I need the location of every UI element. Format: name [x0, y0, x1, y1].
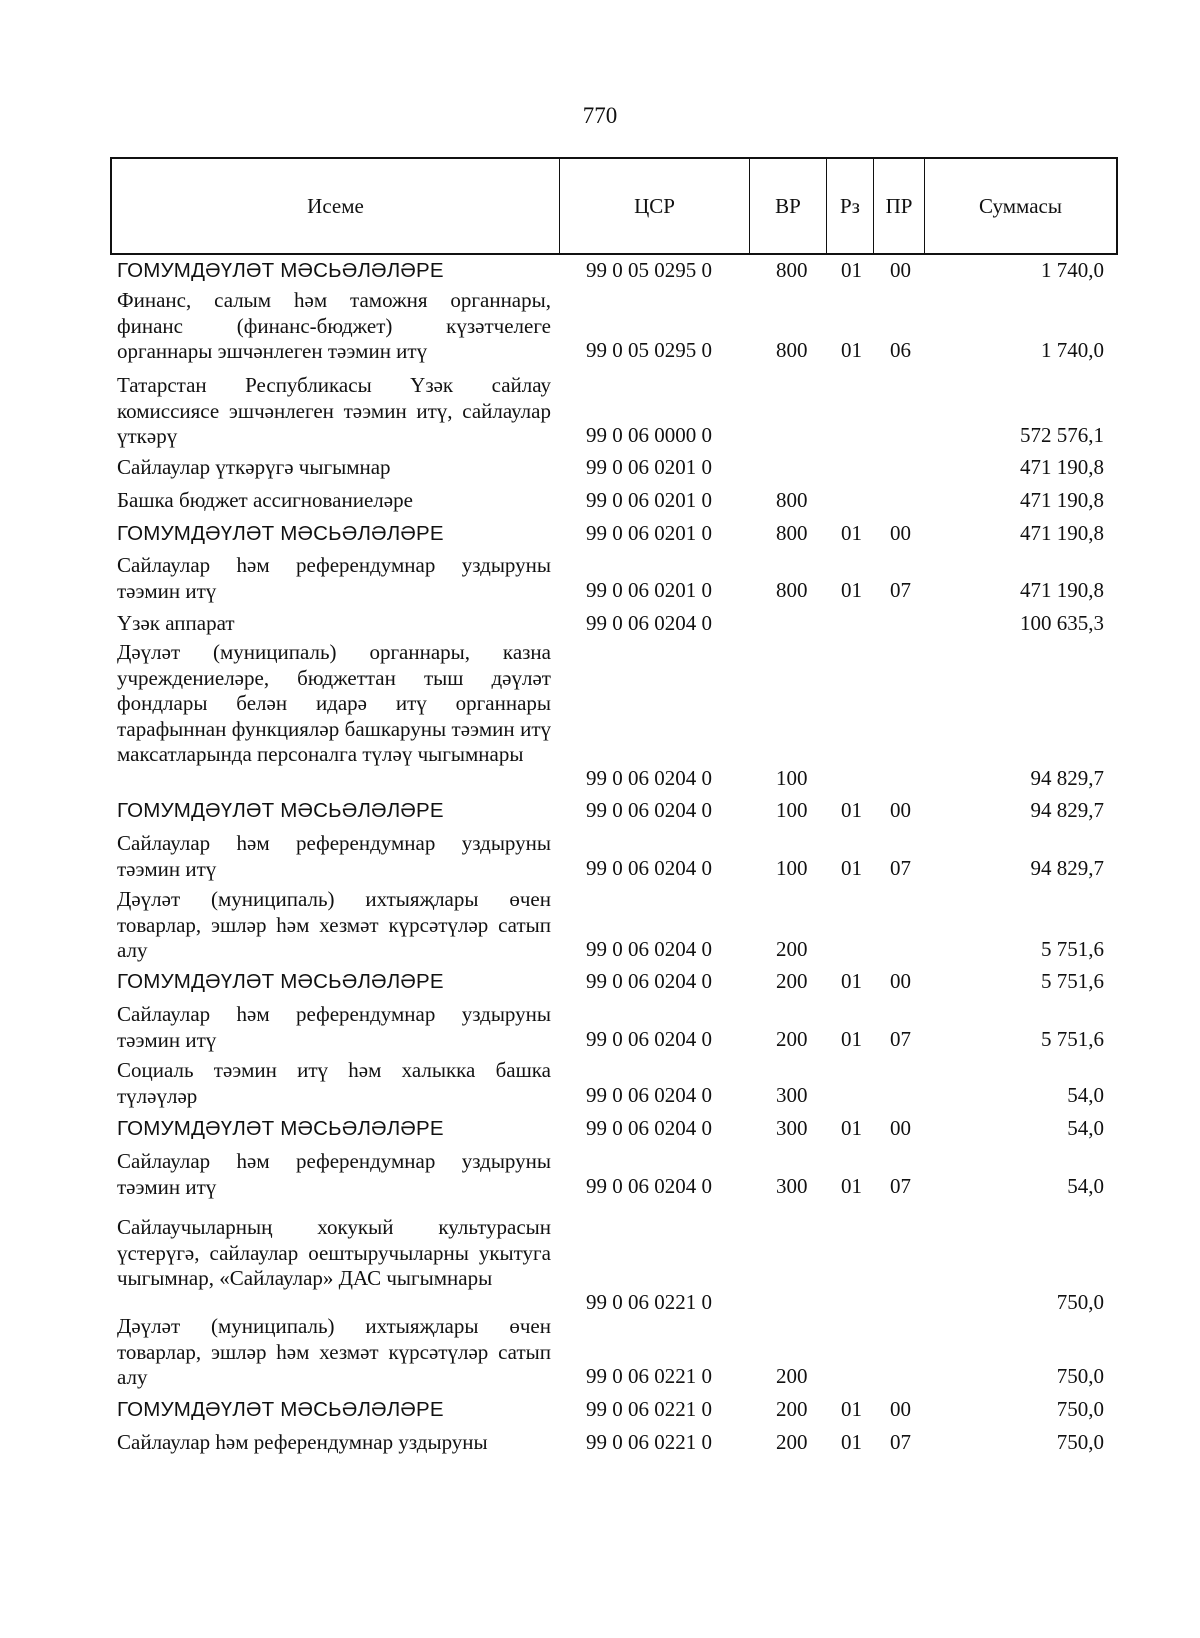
header-name: Исеме — [112, 159, 560, 253]
row-rz: 01 — [841, 1116, 862, 1141]
row-rz: 01 — [841, 1430, 862, 1455]
row-sum: 54,0 — [1067, 1116, 1104, 1141]
row-name: Сайлаулар һәм референдумнар уздыруны тәэмин итү — [117, 1149, 551, 1199]
table-row — [0, 1002, 1200, 1053]
header-csr: ЦСР — [560, 159, 750, 253]
row-sum: 471 190,8 — [1020, 455, 1104, 480]
header-vr: ВР — [750, 159, 827, 253]
row-sum: 100 635,3 — [1020, 611, 1104, 636]
row-sum: 5 751,6 — [1041, 1027, 1104, 1052]
row-name: ГОМУМДӘҮЛӘТ МӘСЬӘЛӘЛӘРЕ — [117, 259, 444, 282]
row-vr: 100 — [776, 798, 808, 823]
row-pr: 00 — [890, 1116, 911, 1141]
row-vr: 200 — [776, 1397, 808, 1422]
row-vr: 300 — [776, 1174, 808, 1199]
row-pr: 07 — [890, 1027, 911, 1052]
table-row — [0, 455, 1200, 481]
row-name: Дәүләт (муниципаль) ихтыяҗлары өчен товарлар, эшләр һәм хезмәт күрсәтүләр сатып алу — [117, 887, 551, 963]
table-header — [110, 157, 1118, 255]
row-sum: 471 190,8 — [1020, 488, 1104, 513]
row-sum: 54,0 — [1067, 1174, 1104, 1199]
row-rz: 01 — [841, 798, 862, 823]
row-csr: 99 0 06 0204 0 — [586, 969, 712, 994]
row-sum: 750,0 — [1056, 1430, 1104, 1455]
row-csr: 99 0 06 0221 0 — [586, 1290, 712, 1315]
table-row — [0, 1116, 1200, 1142]
row-vr: 300 — [776, 1116, 808, 1141]
row-csr: 99 0 06 0221 0 — [586, 1364, 712, 1389]
table-row — [0, 1215, 1200, 1316]
table-row — [0, 488, 1200, 514]
table-row — [0, 553, 1200, 604]
row-pr: 07 — [890, 1430, 911, 1455]
row-rz: 01 — [841, 258, 862, 283]
row-pr: 06 — [890, 338, 911, 363]
row-sum: 94 829,7 — [1030, 856, 1104, 881]
row-sum: 5 751,6 — [1041, 937, 1104, 962]
row-sum: 471 190,8 — [1020, 578, 1104, 603]
header-sum: Суммасы — [979, 193, 1062, 218]
row-pr: 00 — [890, 969, 911, 994]
row-name: ГОМУМДӘҮЛӘТ МӘСЬӘЛӘЛӘРЕ — [117, 522, 444, 545]
row-csr: 99 0 06 0204 0 — [586, 1083, 712, 1108]
row-name: ГОМУМДӘҮЛӘТ МӘСЬӘЛӘЛӘРЕ — [117, 1398, 444, 1421]
table-row — [0, 1430, 1200, 1456]
row-rz: 01 — [841, 1174, 862, 1199]
row-csr: 99 0 06 0201 0 — [586, 455, 712, 480]
row-vr: 800 — [776, 338, 808, 363]
row-rz: 01 — [841, 578, 862, 603]
table-row — [0, 887, 1200, 963]
row-csr: 99 0 06 0204 0 — [586, 937, 712, 962]
table-row — [0, 969, 1200, 995]
row-vr: 200 — [776, 1430, 808, 1455]
table-row — [0, 1058, 1200, 1109]
row-pr: 00 — [890, 798, 911, 823]
row-csr: 99 0 06 0000 0 — [586, 423, 712, 448]
row-pr: 07 — [890, 856, 911, 881]
table-row — [0, 1397, 1200, 1423]
row-rz: 01 — [841, 338, 862, 363]
table-row — [0, 798, 1200, 824]
row-sum: 750,0 — [1056, 1290, 1104, 1315]
row-name: Сайлаулар һәм референдумнар уздыруны тәэмин итү — [117, 831, 551, 881]
row-csr: 99 0 06 0221 0 — [586, 1430, 712, 1455]
row-name: Сайлаулар һәм референдумнар уздыруны тәэмин итү — [117, 553, 551, 603]
row-name: Сайлаулар һәм референдумнар уздыруны тәэмин итү — [117, 1002, 551, 1052]
table-row — [0, 831, 1200, 882]
row-sum: 750,0 — [1056, 1397, 1104, 1422]
row-vr: 300 — [776, 1083, 808, 1108]
row-rz: 01 — [841, 1397, 862, 1422]
row-csr: 99 0 06 0204 0 — [586, 611, 712, 636]
row-csr: 99 0 05 0295 0 — [586, 258, 712, 283]
row-name: Социаль тәэмин итү һәм халыкка башка түләүләр — [117, 1058, 551, 1108]
row-csr: 99 0 06 0221 0 — [586, 1397, 712, 1422]
row-name: ГОМУМДӘҮЛӘТ МӘСЬӘЛӘЛӘРЕ — [117, 970, 444, 993]
page-number: 770 — [582, 103, 618, 128]
row-csr: 99 0 06 0204 0 — [586, 798, 712, 823]
table-row — [0, 1314, 1200, 1390]
row-sum: 5 751,6 — [1041, 969, 1104, 994]
header-pr: ПР — [874, 159, 925, 253]
row-csr: 99 0 05 0295 0 — [586, 338, 712, 363]
row-vr: 800 — [776, 578, 808, 603]
row-pr: 00 — [890, 258, 911, 283]
table-row — [0, 521, 1200, 547]
row-sum: 572 576,1 — [1020, 423, 1104, 448]
table-row — [0, 373, 1200, 449]
row-csr: 99 0 06 0201 0 — [586, 578, 712, 603]
row-name: Сайлаулар үткәрүгә чыгымнар — [117, 455, 391, 479]
header-rz: Рз — [827, 159, 874, 253]
row-csr: 99 0 06 0201 0 — [586, 488, 712, 513]
table-row — [0, 640, 1200, 792]
row-csr: 99 0 06 0204 0 — [586, 1027, 712, 1052]
row-name: Дәүләт (муниципаль) ихтыяҗлары өчен товарлар, эшләр һәм хезмәт күрсәтүләр сатып алу — [117, 1314, 551, 1390]
row-vr: 200 — [776, 937, 808, 962]
row-sum: 1 740,0 — [1041, 258, 1104, 283]
row-sum: 471 190,8 — [1020, 521, 1104, 546]
row-vr: 200 — [776, 1027, 808, 1052]
table-row — [0, 611, 1200, 637]
row-vr: 200 — [776, 1364, 808, 1389]
row-name: Сайлаучыларның хокукый культурасын үстерүгә, сайлаулар оештыручыларны укытуга чыгымнар, «Сайлаулар» ДАС чыгымнары — [117, 1215, 551, 1291]
row-pr: 00 — [890, 1397, 911, 1422]
row-name: Татарстан Республикасы Үзәк сайлау комиссиясе эшчәнлеген тәэмин итү, сайлаулар үткәрү — [117, 373, 551, 449]
row-name: ГОМУМДӘҮЛӘТ МӘСЬӘЛӘЛӘРЕ — [117, 799, 444, 822]
row-rz: 01 — [841, 969, 862, 994]
row-name: Башка бюджет ассигнованиеләре — [117, 488, 413, 512]
row-sum: 94 829,7 — [1030, 766, 1104, 791]
row-name: Дәүләт (муниципаль) органнары, казна учреждениеләре, бюджеттан тыш дәүләт фондлары белән идарә итү органнары тарафыннан функцияләр башкаруны тәэмин итү максатларында персоналга түләү чыгымнары — [117, 640, 551, 767]
row-pr: 07 — [890, 1174, 911, 1199]
row-name: ГОМУМДӘҮЛӘТ МӘСЬӘЛӘЛӘРЕ — [117, 1117, 444, 1140]
row-sum: 54,0 — [1067, 1083, 1104, 1108]
row-name: Үзәк аппарат — [117, 611, 235, 635]
row-sum: 94 829,7 — [1030, 798, 1104, 823]
row-csr: 99 0 06 0204 0 — [586, 766, 712, 791]
row-vr: 800 — [776, 258, 808, 283]
row-rz: 01 — [841, 1027, 862, 1052]
row-vr: 800 — [776, 488, 808, 513]
row-csr: 99 0 06 0204 0 — [586, 1116, 712, 1141]
row-vr: 800 — [776, 521, 808, 546]
row-vr: 100 — [776, 856, 808, 881]
row-rz: 01 — [841, 521, 862, 546]
row-csr: 99 0 06 0204 0 — [586, 856, 712, 881]
row-sum: 1 740,0 — [1041, 338, 1104, 363]
row-name: Финанс, салым һәм таможня органнары, финанс (финанс-бюджет) күзәтчелеге органнары эшчәнлеген тәэмин итү — [117, 288, 551, 364]
table-row — [0, 1149, 1200, 1200]
row-pr: 07 — [890, 578, 911, 603]
row-csr: 99 0 06 0204 0 — [586, 1174, 712, 1199]
row-vr: 100 — [776, 766, 808, 791]
row-rz: 01 — [841, 856, 862, 881]
row-vr: 200 — [776, 969, 808, 994]
row-pr: 00 — [890, 521, 911, 546]
row-csr: 99 0 06 0201 0 — [586, 521, 712, 546]
row-name: Сайлаулар һәм референдумнар уздыруны — [117, 1430, 488, 1454]
table-row — [0, 288, 1200, 364]
row-sum: 750,0 — [1056, 1364, 1104, 1389]
table-row — [0, 258, 1200, 284]
